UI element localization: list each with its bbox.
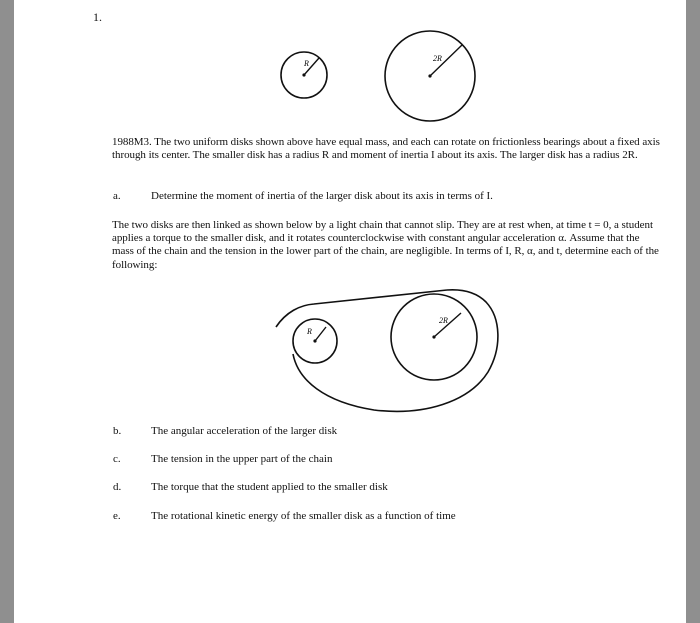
small-linked-radius-label: R xyxy=(307,327,312,336)
part-a-text: Determine the moment of inertia of the larger disk about its axis in terms of I. xyxy=(151,190,493,202)
part-e-label: e. xyxy=(113,510,121,522)
part-d-label: d. xyxy=(113,481,122,493)
part-c-text: The tension in the upper part of the chain xyxy=(151,453,333,465)
problem-intro: 1988M3. The two uniform disks shown above have equal mass, and each can rotate on frictionless bearings about a fixed axis through its center. The smaller disk has a radius R and moment of inertia I about its axis. The larger disk has a radius 2R. xyxy=(112,136,660,162)
problem-number: 1. xyxy=(93,10,102,24)
part-d-text: The torque that the student applied to the smaller disk xyxy=(151,481,388,493)
large-disk-radius-label: 2R xyxy=(433,54,442,63)
worksheet-page xyxy=(14,0,686,623)
problem-setup: The two disks are then linked as shown below by a light chain that cannot slip. They are at rest when, at time t = 0, a student applies a torque to the smaller disk, and it rotates counterclockwise with constant angular acceleration α. Assume that the mass of the chain and the tension in the lower part of the chain, are negligible. In terms of I, R, α, and t, determine each of the following: xyxy=(112,219,659,271)
large-linked-disk xyxy=(391,294,477,380)
small-linked-disk xyxy=(293,319,337,363)
chain-loop xyxy=(276,290,498,412)
part-b-label: b. xyxy=(113,425,122,437)
small-disk-radius-label: R xyxy=(304,59,309,68)
part-e-text: The rotational kinetic energy of the smaller disk as a function of time xyxy=(151,510,456,522)
part-a-label: a. xyxy=(113,190,121,202)
part-b-text: The angular acceleration of the larger disk xyxy=(151,425,338,437)
chain-figure xyxy=(14,0,686,623)
part-c-label: c. xyxy=(113,453,121,465)
large-linked-radius-label: 2R xyxy=(439,316,448,325)
